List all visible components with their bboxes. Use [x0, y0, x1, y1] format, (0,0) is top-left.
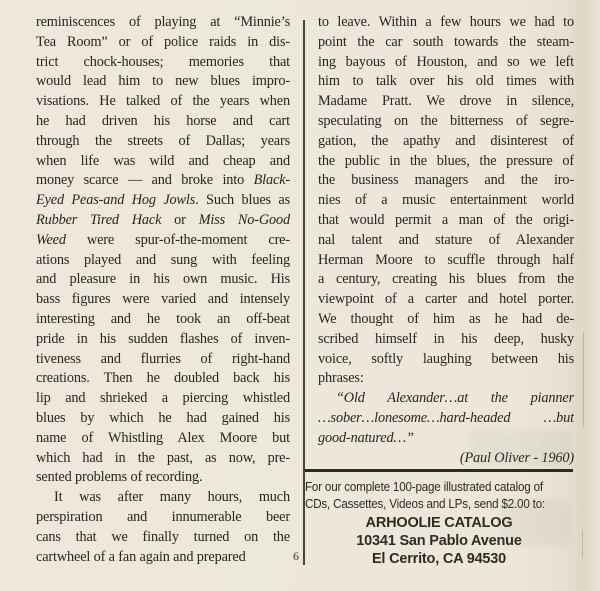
- text-line: Rubber Tired Hack or Miss No-Good: [36, 211, 290, 228]
- text-line: the business managers and the iro-: [318, 172, 574, 189]
- text-line: lip and shrieked a piercing whistled: [36, 390, 290, 407]
- text-line: Madame Pratt. We drove in silence,: [318, 93, 574, 110]
- left-column: [36, 13, 290, 567]
- text-line: perspiration and innumerable beer: [36, 508, 290, 525]
- text-line: cartwheel of a fan again and prepared: [36, 548, 246, 565]
- text-line: It was after many hours, much: [54, 489, 290, 506]
- text-line: when life was wild and cheap and: [36, 152, 290, 169]
- text-line: good-natured…”: [318, 429, 414, 446]
- text-line: blues by which he had gained his: [36, 409, 290, 426]
- text-line: which had in the past, as now, pre-: [36, 449, 290, 466]
- text-line: to leave. Within a few hours we had to: [318, 14, 574, 30]
- text-line: him to talk over his old times with: [318, 73, 574, 90]
- text-line: We thought of him as he had de-: [318, 310, 574, 327]
- text-line: tiveness and flurries of right-hand: [36, 350, 290, 367]
- text-line: and pleasure in his own music. His: [36, 271, 290, 288]
- text-line: (Paul Oliver - 1960): [459, 449, 574, 466]
- text-line: trict chock-houses; memories that: [36, 53, 290, 70]
- text-line: ing bayous of Houston, and so we left: [318, 53, 574, 70]
- text-line: bass figures were varied and intensely: [36, 291, 290, 308]
- catalog-intro-line-1: For our complete 100-page illustrated catalog of: [305, 479, 543, 494]
- text-line: interesting and he took an off-beat: [36, 310, 290, 327]
- text-line: that would permit a man of the origi-: [318, 211, 574, 228]
- text-line: Weed were spur-of-the-moment cre-: [36, 231, 290, 248]
- text-line: pride in his sudden flashes of inven-: [36, 330, 290, 347]
- text-line: nies of a music entertainment world: [318, 192, 574, 209]
- text-line: nal talent and stature of Alexander: [318, 231, 574, 248]
- text-line: …sober…lonesome…hard-headed …but: [318, 409, 574, 426]
- catalog-name: ARHOOLIE CATALOG: [365, 514, 513, 531]
- text-line: through the streets of Dallas; years: [36, 132, 290, 149]
- text-line: Tea Room” or of police raids in dis-: [36, 33, 290, 50]
- page-crease: [583, 332, 584, 427]
- text-line: the public in the blues, the pressure of: [318, 152, 574, 169]
- text-line: speculating on the bitterness of segre-: [318, 112, 574, 129]
- text-line: a century, creating his blues from the: [318, 271, 574, 288]
- text-line: viewpoint of a carter and hotel porter.: [318, 291, 574, 308]
- text-line: point the car south towards the steam-: [318, 33, 574, 50]
- text-line: visations. He talked of the years when: [36, 93, 290, 110]
- text-line: phrases:: [318, 370, 364, 387]
- text-line: Eyed Peas-and Hog Jowls. Such blues as: [36, 192, 290, 209]
- text-line: “Old Alexander…at the pianner: [336, 390, 574, 407]
- text-line: reminiscences of playing at “Minnie’s: [36, 14, 290, 30]
- text-line: Herman Moore to scuffle through half: [318, 251, 574, 268]
- catalog-address-line-2: El Cerrito, CA 94530: [371, 550, 507, 567]
- text-line: gation, the apathy and disinterest of: [318, 132, 574, 149]
- catalog-intro-line-2: CDs, Cassettes, Videos and LPs, send $2.00 to:: [305, 497, 546, 511]
- text-line: scribed himself in his deep, husky: [318, 330, 574, 347]
- catalog-box: [305, 469, 573, 568]
- text-line: he had driven his horse and cart: [36, 112, 290, 129]
- catalog-address-line-1: 10341 San Pablo Avenue: [356, 532, 522, 549]
- text-line: ations played and sung with feeling: [36, 251, 290, 268]
- page-number: 6: [293, 549, 299, 563]
- text-line: would lead him to new blues impro-: [36, 73, 290, 90]
- text-line: voice, softly laughing between his: [318, 350, 574, 367]
- page-crease: [582, 530, 583, 558]
- catalog-top-rule: [305, 469, 573, 472]
- right-column: [318, 13, 574, 468]
- text-line: money scarce — and broke into Black-: [36, 172, 290, 189]
- text-line: sented problems of recording.: [36, 469, 203, 486]
- text-line: creations. Then he doubled back his: [36, 370, 290, 387]
- text-line: name of Whistling Alex Moore but: [36, 429, 290, 446]
- text-line: cans that we finally turned on the: [36, 528, 290, 545]
